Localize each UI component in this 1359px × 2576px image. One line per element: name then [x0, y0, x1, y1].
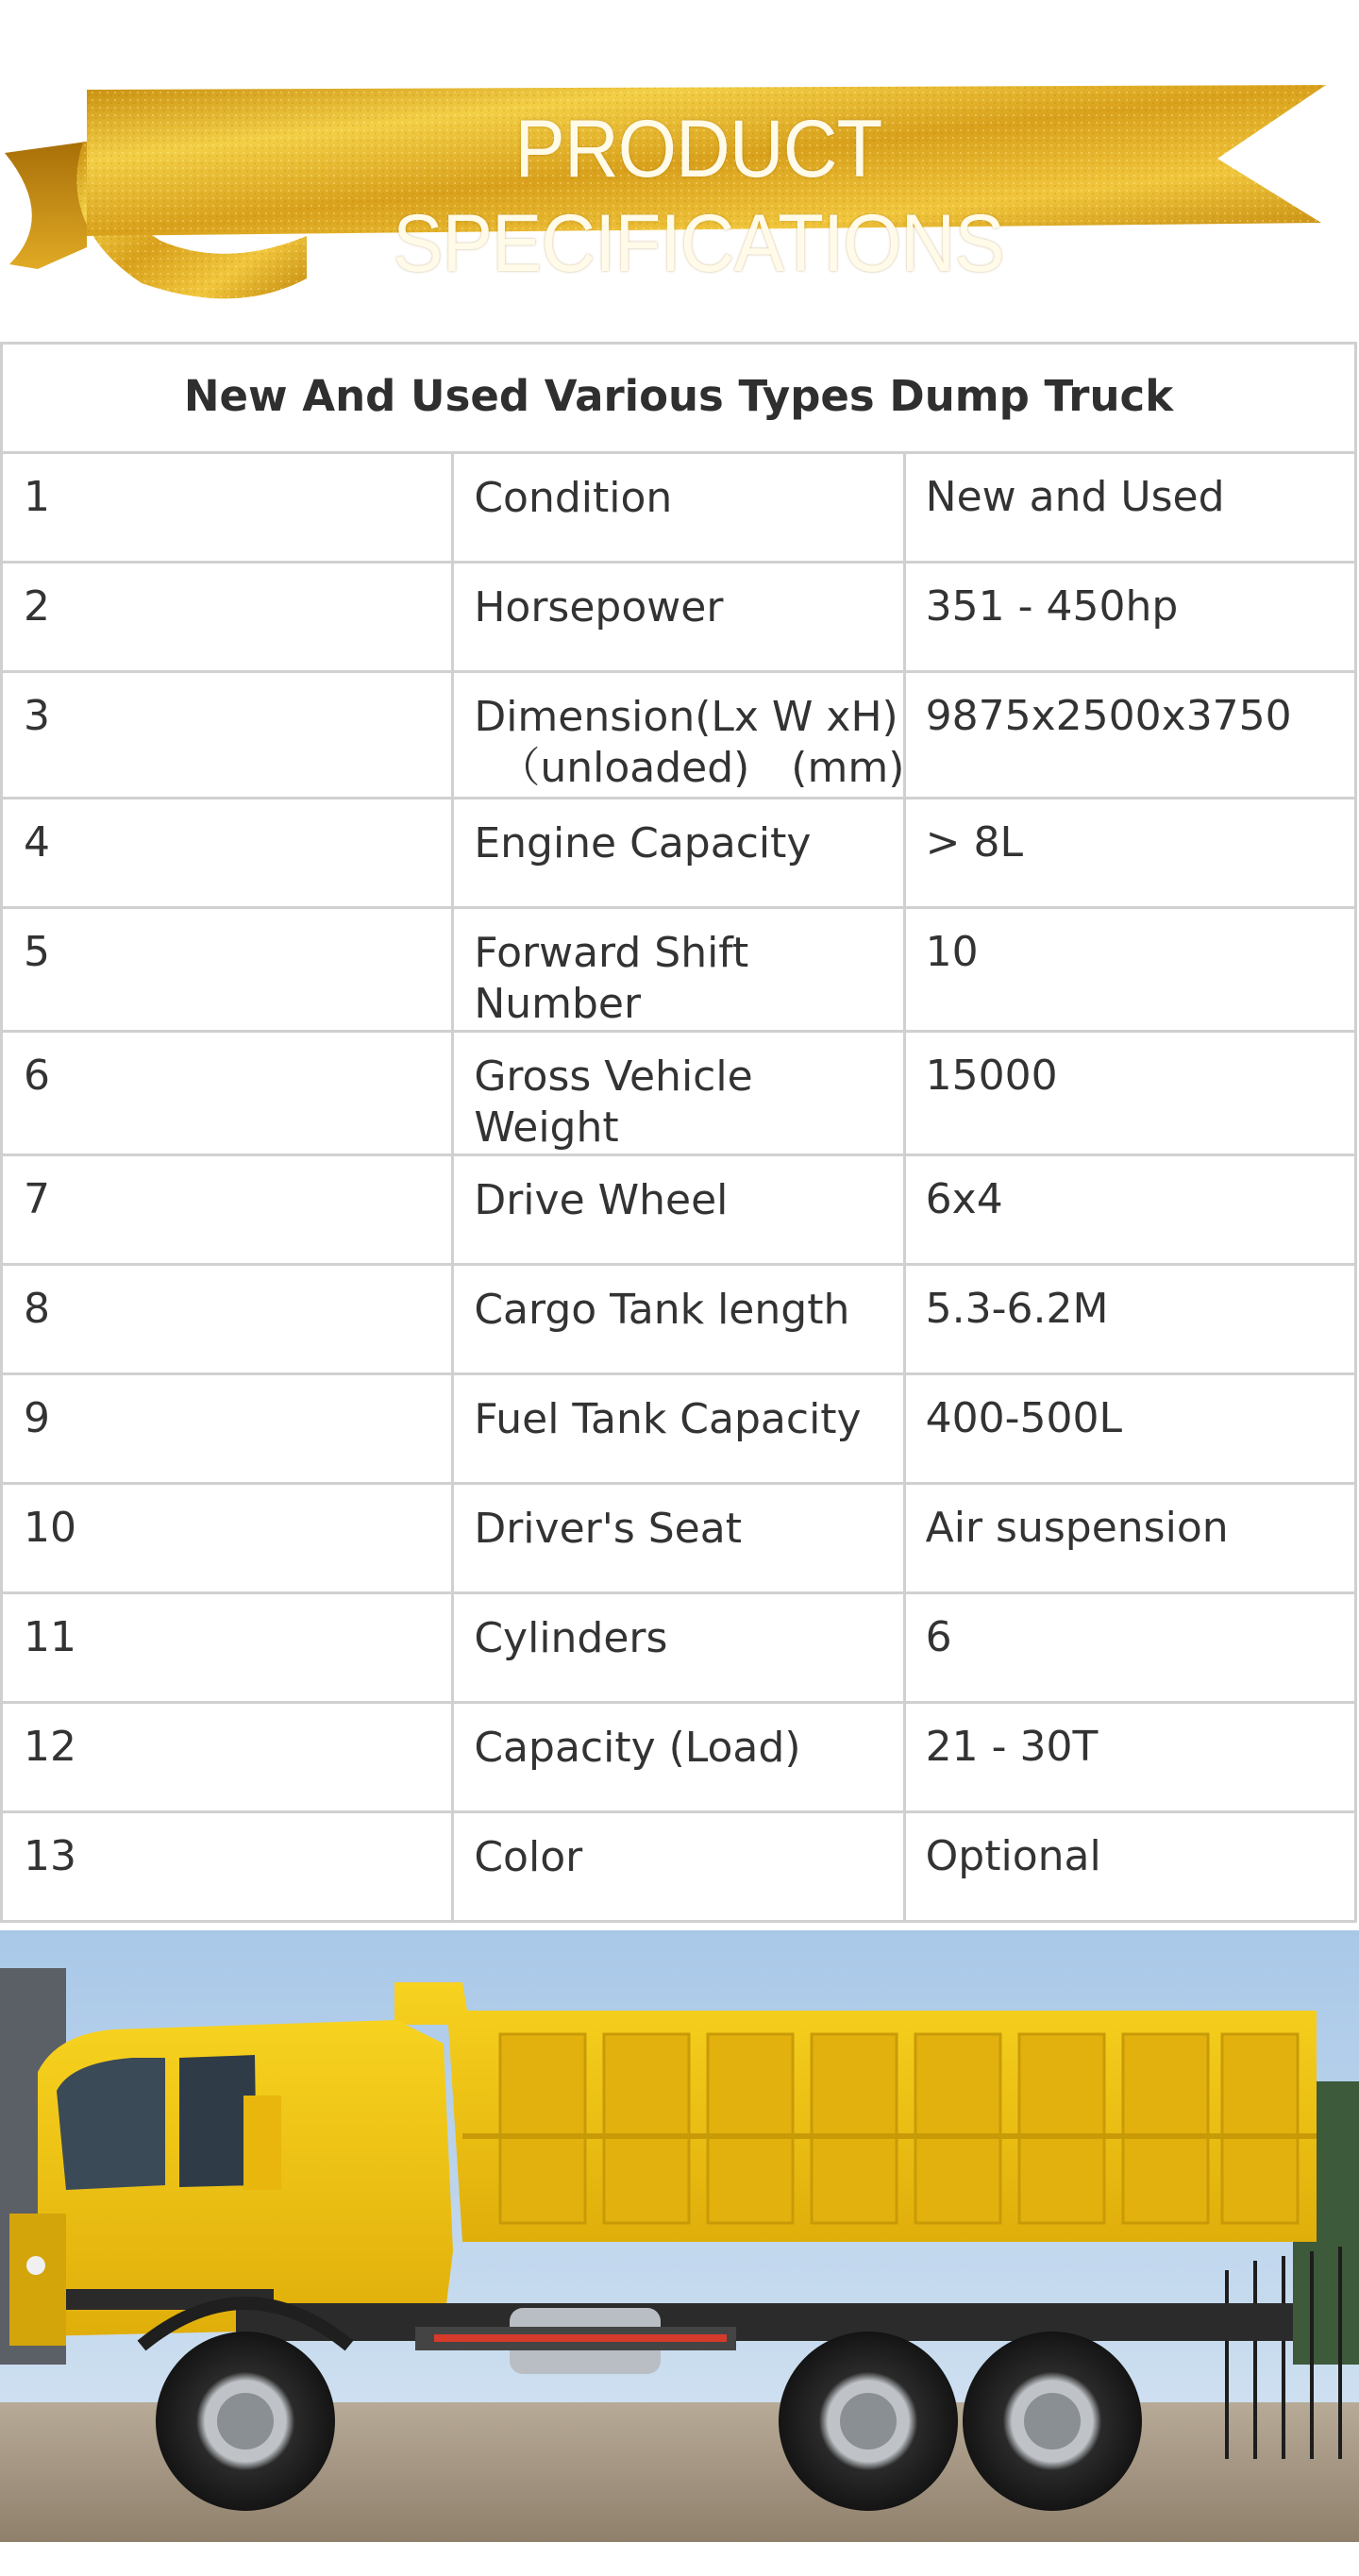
specifications-table — [0, 342, 1357, 1923]
spec-value: New and Used — [904, 453, 1355, 563]
table-row — [2, 1374, 1356, 1484]
row-number: 4 — [2, 799, 453, 908]
spec-value: 6x4 — [904, 1155, 1355, 1265]
spec-label-line2: （unloaded) (mm) — [498, 744, 905, 792]
row-number: 1 — [2, 453, 453, 563]
row-number: 3 — [2, 672, 453, 799]
row-number: 9 — [2, 1374, 453, 1484]
product-specifications-banner — [0, 0, 1359, 321]
row-number: 5 — [2, 908, 453, 1032]
row-number: 8 — [2, 1265, 453, 1374]
table-row — [2, 1032, 1356, 1155]
spec-label: Horsepower — [453, 563, 904, 672]
table-title: New And Used Various Types Dump Truck — [2, 344, 1356, 453]
spec-label: Fuel Tank Capacity — [453, 1374, 904, 1484]
table-row — [2, 1703, 1356, 1812]
row-number: 2 — [2, 563, 453, 672]
spec-label: Condition — [453, 453, 904, 563]
table-row — [2, 1593, 1356, 1703]
spec-value: > 8L — [904, 799, 1355, 908]
table-row — [2, 1155, 1356, 1265]
table-row — [2, 1484, 1356, 1593]
row-number: 7 — [2, 1155, 453, 1265]
row-number: 13 — [2, 1812, 453, 1922]
spec-label — [453, 672, 904, 799]
table-row — [2, 563, 1356, 672]
yellow-dump-truck-image — [0, 1930, 1359, 2542]
spec-label: Forward Shift Number — [453, 908, 904, 1032]
dump-truck-photo — [0, 1930, 1359, 2542]
row-number: 12 — [2, 1703, 453, 1812]
row-number: 10 — [2, 1484, 453, 1593]
spec-label: Cylinders — [453, 1593, 904, 1703]
table-row — [2, 799, 1356, 908]
table-row — [2, 453, 1356, 563]
spec-label: Engine Capacity — [453, 799, 904, 908]
spec-label: Capacity (Load) — [453, 1703, 904, 1812]
table-row — [2, 672, 1356, 799]
table-row — [2, 908, 1356, 1032]
spec-value: 9875x2500x3750 — [904, 672, 1355, 799]
spec-label: Cargo Tank length — [453, 1265, 904, 1374]
spec-value: 5.3-6.2M — [904, 1265, 1355, 1374]
spec-label-line1: Dimension(Lx W xH) — [474, 693, 898, 741]
spec-label: Driver's Seat — [453, 1484, 904, 1593]
row-number: 6 — [2, 1032, 453, 1155]
spec-value: 15000 — [904, 1032, 1355, 1155]
spec-value: Optional — [904, 1812, 1355, 1922]
spec-value: 10 — [904, 908, 1355, 1032]
spec-label: Color — [453, 1812, 904, 1922]
spec-value: 21 - 30T — [904, 1703, 1355, 1812]
spec-value: 6 — [904, 1593, 1355, 1703]
row-number: 11 — [2, 1593, 453, 1703]
banner-title: PRODUCT SPECIFICATIONS — [393, 104, 1004, 289]
spec-value: 351 - 450hp — [904, 563, 1355, 672]
spec-value: Air suspension — [904, 1484, 1355, 1593]
table-row — [2, 1812, 1356, 1922]
spec-label: Drive Wheel — [453, 1155, 904, 1265]
spec-label: Gross Vehicle Weight — [453, 1032, 904, 1155]
table-row — [2, 1265, 1356, 1374]
spec-value: 400-500L — [904, 1374, 1355, 1484]
